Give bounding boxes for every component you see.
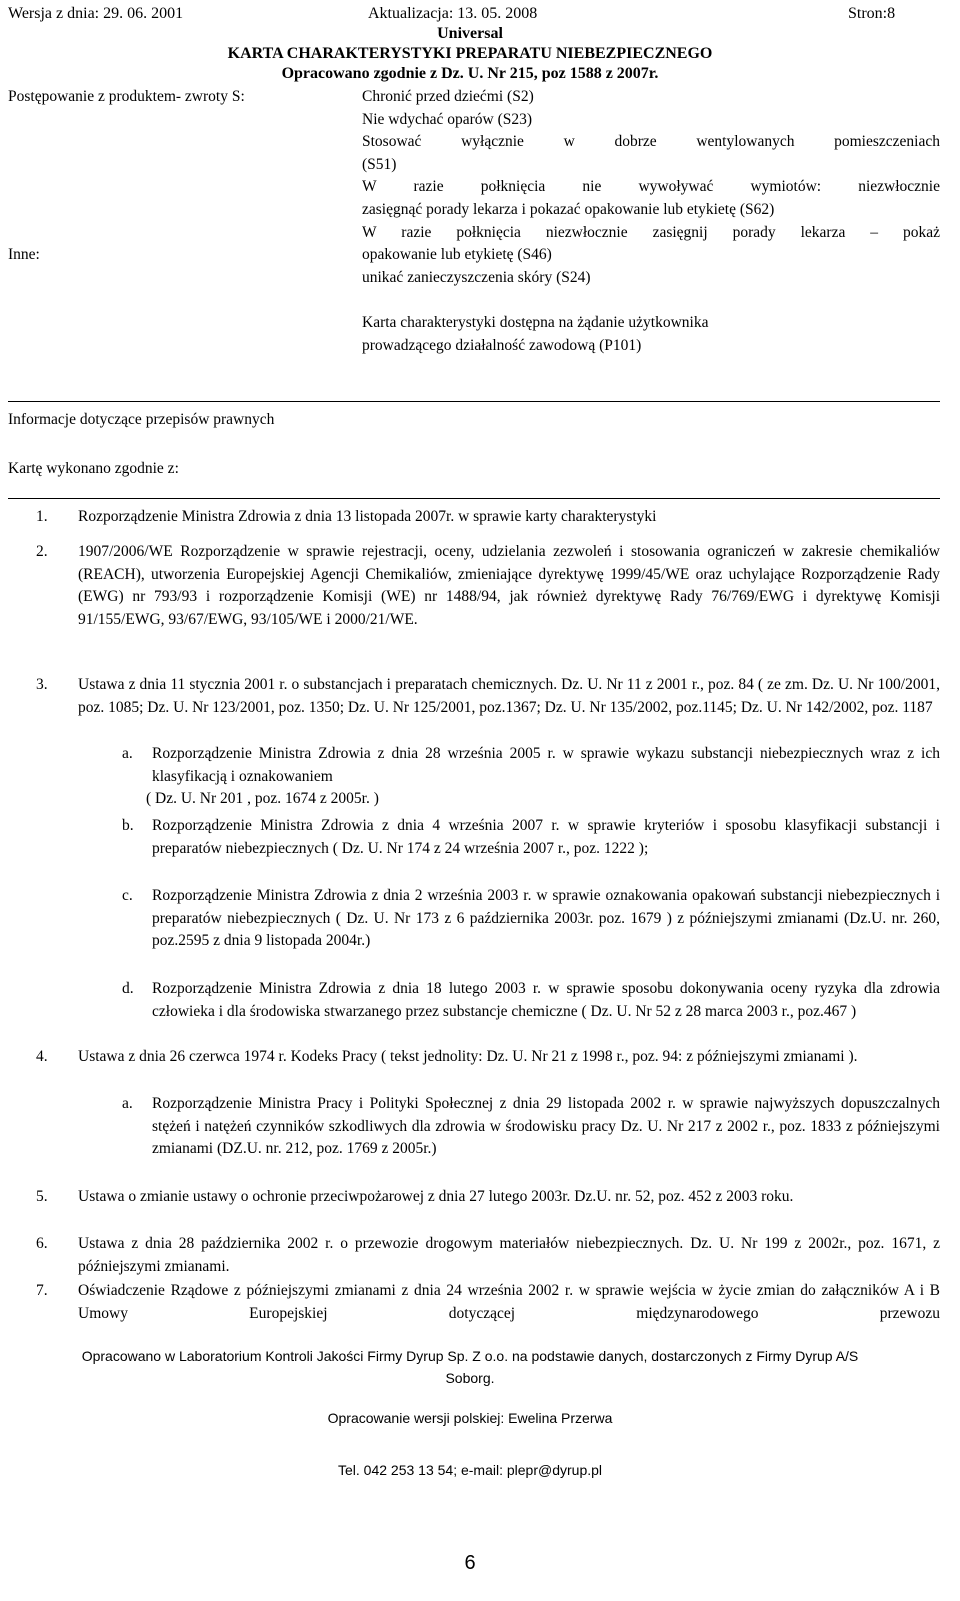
list-number: a. bbox=[122, 745, 133, 762]
list-number: 5. bbox=[36, 1188, 48, 1205]
legal-basis: Opracowano zgodnie z Dz. U. Nr 215, poz 1588 z 2007r. bbox=[281, 65, 659, 82]
s-phrase-line: W razie połknięcia niezwłocznie zasięgnij porady lekarza – pokaż bbox=[362, 223, 940, 241]
document-title: KARTA CHARAKTERYSTYKI PREPARATU NIEBEZPIECZNEGO bbox=[227, 45, 713, 62]
list-item: Rozporządzenie Ministra Zdrowia z dnia 4 września 2007 r. w sprawie kryteriów i sposobu klasyfikacji substancji i preparatów niebezpiecznych ( Dz. U. Nr 174 z 24 września 2007 r., poz. 1222 ); bbox=[152, 817, 940, 857]
s-phrase-line: zasięgnąć porady lekarza i pokazać opakowanie lub etykietę (S62) bbox=[362, 201, 775, 218]
list-number: 1. bbox=[36, 508, 48, 525]
page-number: 6 bbox=[464, 1552, 476, 1574]
list-number: 2. bbox=[36, 543, 48, 560]
footer-author: Opracowanie wersji polskiej: Ewelina Przerwa bbox=[327, 1410, 613, 1426]
list-item: Rozporządzenie Ministra Pracy i Polityki Społecznej z dnia 29 listopada 2002 r. w sprawie najwyższych dopuszczalnych stężeń i natężeń czynników szkodliwych dla zdrowia w środowisku pracy Dz. U. Nr 217 z 2002 r., poz. 1833 z późniejszymi zmianami (DZ.U. nr. 212, poz. 1769 z 2005r.) bbox=[152, 1095, 940, 1158]
s-phrase-line: W razie połknięcia nie wywoływać wymiotów: niezwłocznie bbox=[362, 178, 940, 196]
s-phrase-line: Chronić przed dziećmi (S2) bbox=[362, 88, 534, 105]
list-item: 1907/2006/WE Rozporządzenie w sprawie rejestracji, oceny, udzielania zezwoleń i stosowania ograniczeń w zakresie chemikaliów (REACH), utworzenia Europejskiej Agencji Chemikaliów, zmieniające dyrektywę 1999/45/WE oraz uchylające Rozporządzenie Rady (EWG) nr 793/93 i rozporządzenie Komisji (WE) nr 1488/94, jak również dyrektywę Rady 76/769/EWG i dyrektywę Komisji 91/155/EWG, 93/67/EWG, 93/105/WE i 2000/21/WE. bbox=[78, 543, 940, 628]
list-number: c. bbox=[122, 887, 133, 904]
list-item: Rozporządzenie Ministra Zdrowia z dnia 18 lutego 2003 r. w sprawie sposobu dokonywania oceny ryzyka dla zdrowia człowieka i dla środowiska stwarzanego przez substancje chemiczne ( Dz. U. Nr 52 z 28 marca 2003 r., poz.467 ) bbox=[152, 980, 940, 1020]
footer-contact: Tel. 042 253 13 54; e-mail: plepr@dyrup.pl bbox=[337, 1462, 603, 1478]
list-item: Ustawa z dnia 28 października 2002 r. o przewozie drogowym materiałów niebezpiecznych. Dz. U. Nr 199 z 2002r., poz. 1671, z późniejszymi zmianami. bbox=[78, 1235, 940, 1275]
section-intro: Kartę wykonano zgodnie z: bbox=[8, 460, 179, 477]
list-item: Rozporządzenie Ministra Zdrowia z dnia 2 września 2003 r. w sprawie oznakowania opakowań substancji niebezpiecznych i preparatów niebezpiecznych ( Dz. U. Nr 173 z 6 października 2003r. poz. 1679 ) z późniejszymi zmianami (Dz.U. nr. 260, poz.2595 z dnia 9 listopada 2004r.) bbox=[152, 887, 940, 950]
s-phrase-line: unikać zanieczyszczenia skóry (S24) bbox=[362, 268, 591, 286]
handling-label: Postępowanie z produktem- zwroty S: bbox=[8, 88, 245, 105]
list-item: Ustawa z dnia 26 czerwca 1974 r. Kodeks Pracy ( tekst jednolity: Dz. U. Nr 21 z 1998 r., poz. 94: z późniejszymi zmianami ). bbox=[78, 1048, 858, 1065]
list-item: Oświadczenie Rządowe z późniejszymi zmianami z dnia 24 września 2002 r. w sprawie wejścia w życie zmian do załączników A i B Umowy Europejskiej dotyczącej międzynarodowego przewozu bbox=[78, 1282, 940, 1322]
card-availability-note: prowadzącego działalność zawodową (P101) bbox=[362, 336, 642, 354]
list-number: b. bbox=[122, 817, 134, 834]
list-item: ( Dz. U. Nr 201 , poz. 1674 z 2005r. ) bbox=[146, 790, 379, 807]
section-divider bbox=[8, 498, 940, 499]
version-date: Wersja z dnia: 29. 06. 2001 bbox=[8, 5, 184, 22]
list-number: 7. bbox=[36, 1282, 48, 1299]
footer-lab-note: Soborg. bbox=[445, 1370, 495, 1386]
footer-lab-note: Opracowano w Laboratorium Kontroli Jakości Firmy Dyrup Sp. Z o.o. na podstawie danych, dostarczonych z Firmy Dyrup A/S bbox=[81, 1348, 859, 1364]
list-item: Ustawa z dnia 11 stycznia 2001 r. o substancjach i preparatach chemicznych. Dz. U. Nr 11 z 2001 r., poz. 84 ( ze zm. Dz. U. Nr 100/2001, poz. 1085; Dz. U. Nr 123/2001, poz. 1350; Dz. U. Nr 125/2001, poz.1367; Dz. U. Nr 135/2002, poz.1145; Dz. U. Nr 142/2002, poz. 1187 bbox=[78, 676, 940, 716]
list-number: d. bbox=[122, 980, 134, 997]
section-divider bbox=[8, 401, 940, 402]
s-phrase-line: (S51) bbox=[362, 155, 397, 173]
list-item: Ustawa o zmianie ustawy o ochronie przeciwpożarowej z dnia 27 lutego 2003r. Dz.U. nr. 52, poz. 452 z 2003 roku. bbox=[78, 1188, 794, 1205]
list-number: 4. bbox=[36, 1048, 48, 1065]
list-item: Rozporządzenie Ministra Zdrowia z dnia 28 września 2005 r. w sprawie wykazu substancji niebezpiecznych wraz z ich klasyfikacją i oznakowaniem bbox=[152, 745, 940, 785]
other-label: Inne: bbox=[8, 246, 40, 263]
s-phrase-line: Stosować wyłącznie w dobrze wentylowanych pomieszczeniach bbox=[362, 133, 940, 151]
page-count: Stron:8 bbox=[848, 5, 896, 22]
update-date: Aktualizacja: 13. 05. 2008 bbox=[368, 5, 538, 22]
section-heading: Informacje dotyczące przepisów prawnych bbox=[8, 411, 275, 428]
product-name: Universal bbox=[437, 25, 503, 42]
card-availability-note: Karta charakterystyki dostępna na żądanie użytkownika bbox=[362, 314, 709, 331]
s-phrase-line: opakowanie lub etykietę (S46) bbox=[362, 246, 552, 264]
list-item: Rozporządzenie Ministra Zdrowia z dnia 13 listopada 2007r. w sprawie karty charakterystyki bbox=[78, 508, 657, 525]
s-phrase-line: Nie wdychać oparów (S23) bbox=[362, 110, 533, 128]
list-number: a. bbox=[122, 1095, 133, 1112]
list-number: 6. bbox=[36, 1235, 48, 1252]
list-number: 3. bbox=[36, 676, 48, 693]
